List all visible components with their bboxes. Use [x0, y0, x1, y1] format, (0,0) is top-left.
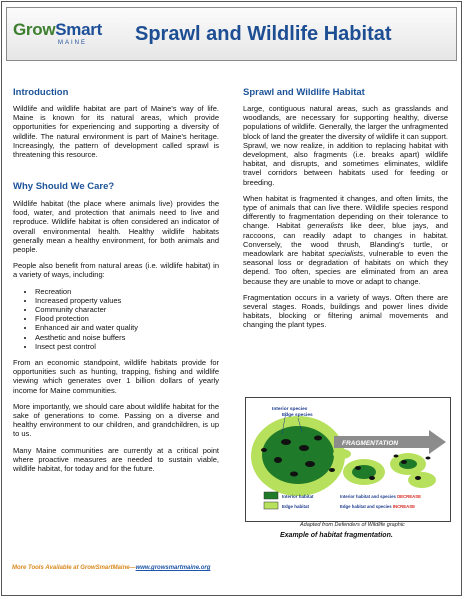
svg-text:FRAGMENTATION: FRAGMENTATION: [342, 440, 399, 447]
sprawl-heading: Sprawl and Wildlife Habitat: [243, 87, 365, 98]
why-heading: Why Should We Care?: [13, 181, 115, 192]
svg-text:Edge species: Edge species: [282, 413, 313, 418]
intro-heading: Introduction: [13, 87, 69, 98]
list-item: • Enhanced air and water quality: [35, 323, 219, 332]
why-paragraph-3: From an economic standpoint, wildlife habitats provide for opportunities such as hunting, trapping, fishing and wildlife viewing which generates over 1 billion dollars of yearly income for Maine communities.: [13, 358, 219, 395]
growsmart-logo: GrowSmart MAINE: [13, 20, 102, 46]
page-title: Sprawl and Wildlife Habitat: [135, 23, 392, 45]
list-item: • Increased property values: [35, 296, 219, 305]
interior-habitat-large: [262, 426, 334, 484]
page-header: [6, 7, 457, 61]
why-paragraph-2: People also benefit from natural areas (i.e. wildlife habitat) in a variety of ways, including:: [13, 261, 219, 280]
footer: More Tools Available at GrowSmartMaine—www.growsmartmaine.org: [12, 565, 211, 571]
benefits-list: [13, 287, 219, 351]
fragmentation-figure: [245, 397, 451, 522]
intro-paragraph: Wildlife and wildlife habitat are part of Maine's way of life. Maine is known for its natural areas, which provide opportunities for experiencing and supporting a diversity of wildlife. The natural environment is part of Maine's heritage. Increasingly, the pattern of development called sprawl is threatening this resource.: [13, 104, 219, 160]
sprawl-paragraph-2: When habitat is fragmented it changes, and often limits, the type of animals that can live there. Wildlife species respond differently to fragmentation depending on their tolerance to change. Habitat generalists like deer, blue jays, and raccoons, can readily adapt to changes in habitat. Conversely, the wood thrush, Blanding's turtle, or meadowlark are habitat specialists, vulnerable to even the seasonal loss or degradation of habitats on which they depend. Too often, species are eliminated from an area because they are unable to move or adapt to change.: [243, 193, 449, 286]
why-paragraph-1: Wildlife habitat (the place where animals live) provides the food, water, and protection that animals need to live and reproduce. Wildlife habitat is often considered an indicator of overall environmental health. Healthy wildlife habitats generally mean a healthy environment, for both animals and people.: [13, 199, 219, 255]
sprawl-paragraph-3: Fragmentation occurs in a variety of ways. Often there are several stages. Roads, buildings and power lines divide habitats, blocking or filtering animal movements and changing the plant types.: [243, 292, 448, 330]
sprawl-paragraph-1: Large, contiguous natural areas, such as grasslands and woodlands, are necessary for supporting healthy, diverse populations of wildlife. Generally, the larger the unfragmented block of land the greater the diversity of wildlife it can support. Sprawl, we now realize, in addition to replacing habitat with development, also fragments (i.e. breaks apart) wildlife habitat, and disrupts, and sometimes eliminates, wildlife travel corridors between habitats used for feeding or breeding.: [243, 104, 448, 187]
list-item: • Flood protection: [35, 314, 219, 323]
why-paragraph-5: Many Maine communities are currently at a critical point where proactive measures are needed to sustain viable, wildlife habitat, for today and for the future.: [13, 445, 219, 474]
list-item: • Aesthetic and noise buffers: [35, 333, 219, 342]
svg-text:Interior species: Interior species: [272, 407, 308, 412]
list-item: • Recreation: [35, 287, 219, 296]
figure-caption: Example of habitat fragmentation.: [280, 532, 393, 539]
why-paragraph-4: More importantly, we should care about wildlife habitat for the sake of generations to come. Passing on a diverse and healthy environment to our children, and grandchildren, is up to us.: [13, 401, 219, 439]
svg-text:Interior habitat and species D: Interior habitat and species DECREASE: [340, 494, 421, 499]
legend-interior-swatch: [264, 492, 278, 499]
svg-text:Edge habitat: Edge habitat: [282, 504, 310, 509]
svg-text:Interior habitat: Interior habitat: [282, 494, 314, 499]
website-link[interactable]: www.growsmartmaine.org: [135, 565, 211, 571]
why-section: [13, 199, 219, 480]
logo-subtitle: MAINE: [58, 40, 88, 46]
fragmentation-illustration: [246, 398, 450, 521]
sprawl-section: [243, 104, 448, 337]
legend-edge-swatch: [264, 502, 278, 509]
list-item: • Community character: [35, 305, 219, 314]
list-item: • Insect pest control: [35, 342, 219, 351]
figure-credit: Adapted from Defenders of Wildlife graphic: [300, 522, 405, 528]
svg-text:Edge habitat and species INCRE: Edge habitat and species INCREASE: [340, 504, 415, 509]
arrow-head: [429, 430, 446, 454]
